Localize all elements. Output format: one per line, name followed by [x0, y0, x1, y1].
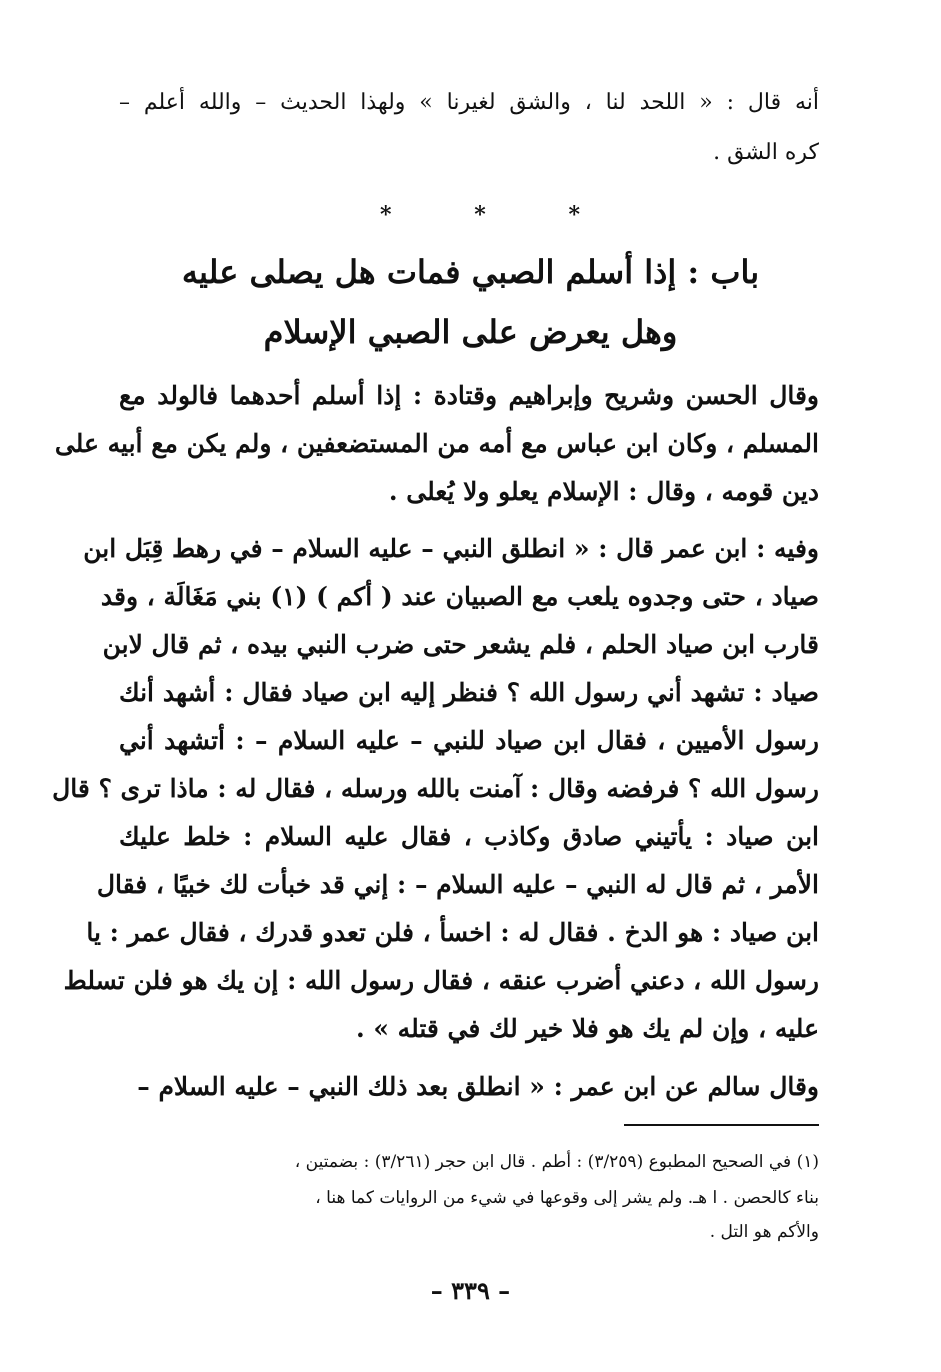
- paragraph-2-line-6: رسول الله ؟ فرفضه وقال : آمنت بالله ورسله ، فقال له : ماذا ترى ؟ قال: [52, 774, 819, 803]
- separator-star: *: [568, 202, 580, 228]
- footnote-divider: [624, 1124, 819, 1126]
- paragraph-2-line-9: ابن صياد : هو الدخ . فقال له : اخسأ ، فلن تعدو قدرك ، فقال عمر : يا: [86, 918, 819, 947]
- footnote-line-1: (١) في الصحيح المطبوع (٣/٢٥٩) : أطم . قال ابن حجر (٣/٢٦١) : بضمتين ،: [294, 1152, 819, 1172]
- paragraph-1-line-3: دين قومه ، وقال : الإسلام يعلو ولا يُعلى .: [388, 477, 819, 506]
- chapter-title-line-1: باب : إذا أسلم الصبي فمات هل يصلى عليه: [181, 253, 760, 291]
- chapter-title-line-2: وهل يعرض على الصبي الإسلام: [263, 313, 678, 351]
- paragraph-2-line-4: صياد : تشهد أني رسول الله ؟ فنظر إليه ابن صياد فقال : أشهد أنك: [119, 678, 819, 707]
- top-paragraph-line-1: أنه قال : « اللحد لنا ، والشق لغيرنا » ولهذا الحديث – والله أعلم –: [119, 90, 819, 115]
- paragraph-1-line-2: المسلم ، وكان ابن عباس مع أمه من المستضعفين ، ولم يكن مع أبيه على: [54, 429, 819, 458]
- separator-star: *: [474, 202, 486, 228]
- paragraph-3-line-1: وقال سالم عن ابن عمر : « انطلق بعد ذلك النبي – عليه السلام –: [137, 1072, 819, 1101]
- paragraph-2-line-8: الأمر ، ثم قال له النبي – عليه السلام – : إني قد خبأت لك خبيًا ، فقال: [96, 870, 819, 899]
- paragraph-2-line-3: قارب ابن صياد الحلم ، فلم يشعر حتى ضرب النبي بيده ، ثم قال لابن: [102, 630, 819, 659]
- paragraph-2-line-11: عليه ، وإن لم يك هو فلا خير لك في قتله » .: [355, 1014, 819, 1043]
- section-separator: [380, 202, 580, 228]
- top-paragraph-line-2: كره الشق .: [713, 140, 819, 165]
- paragraph-2-line-7: ابن صياد : يأتيني صادق وكاذب ، فقال عليه السلام : خلط عليك: [119, 822, 819, 851]
- paragraph-2-line-1: وفيه : ابن عمر قال : « انطلق النبي – عليه السلام – في رهط قِبَل ابن: [83, 534, 819, 563]
- paragraph-1-line-1: وقال الحسن وشريح وإبراهيم وقتادة : إذا أسلم أحدهما فالولد مع: [119, 381, 819, 410]
- paragraph-2-line-2: صياد ، حتى وجدوه يلعب مع الصبيان عند ( أكم ) (١) بني مَغَالَة ، وقد: [100, 582, 819, 611]
- footnote-line-3: والأكم هو التل .: [709, 1222, 819, 1242]
- paragraph-2-line-5: رسول الأميين ، فقال ابن صياد للنبي – عليه السلام – : أتشهد أني: [119, 726, 819, 755]
- footnote-line-2: بناء كالحصن . ا هـ. ولم يشر إلى وقوعها في شيء من الروايات كما هنا ،: [315, 1188, 819, 1208]
- page-number: – ٣٣٩ –: [430, 1276, 511, 1305]
- paragraph-2-line-10: رسول الله ، دعني أضرب عنقه ، فقال رسول الله : إن يك هو فلن تسلط: [63, 966, 819, 995]
- separator-star: *: [380, 202, 392, 228]
